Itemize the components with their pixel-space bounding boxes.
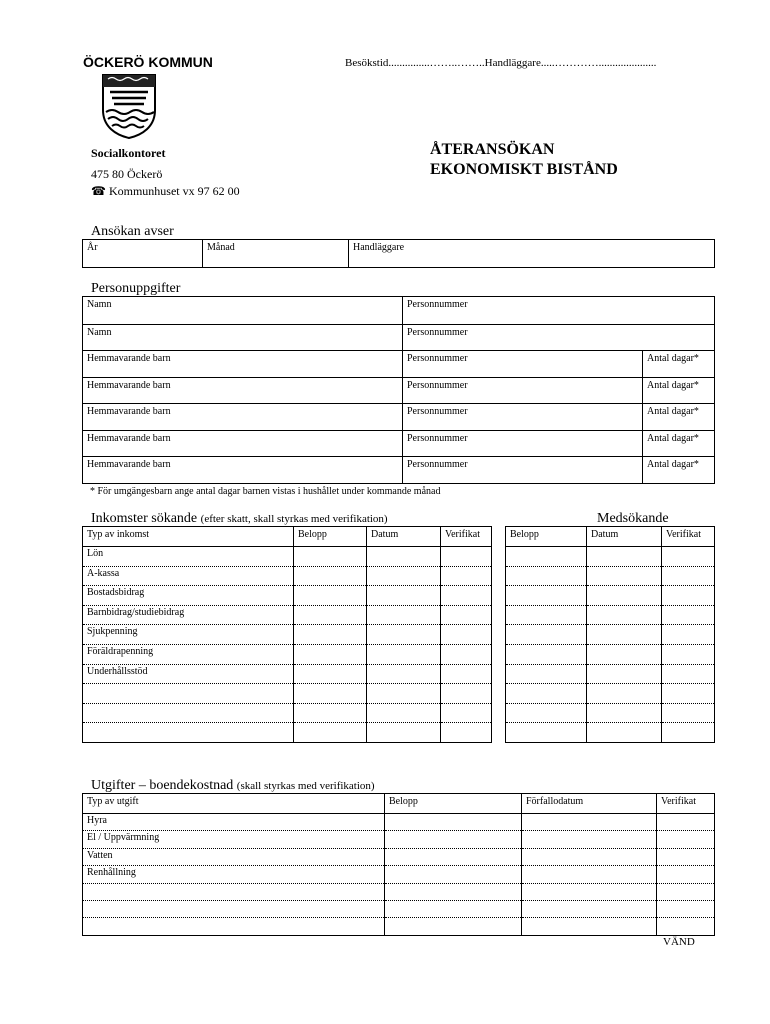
co-income-voucher-field[interactable] xyxy=(662,644,715,664)
child-days-field[interactable]: Antal dagar* xyxy=(643,404,715,431)
income-type-cell: Lön xyxy=(83,547,294,567)
child-days-field[interactable]: Antal dagar* xyxy=(643,351,715,378)
expense-type-cell: Vatten xyxy=(83,848,385,865)
expense-voucher-field[interactable] xyxy=(657,918,715,935)
co-income-header-row xyxy=(506,527,715,547)
income-voucher-field[interactable] xyxy=(441,684,492,704)
co-income-row xyxy=(506,625,715,645)
income-amount-field[interactable] xyxy=(294,605,367,625)
co-income-voucher-field[interactable] xyxy=(662,566,715,586)
expense-type-header: Typ av utgift xyxy=(83,794,385,814)
income-row xyxy=(83,644,492,664)
income-heading xyxy=(91,511,388,527)
expense-row xyxy=(83,900,715,917)
amount-header: Belopp xyxy=(294,527,367,547)
co-income-row xyxy=(506,586,715,606)
expense-due-date-field[interactable] xyxy=(522,814,657,831)
child-pnr-field[interactable]: Personnummer xyxy=(403,351,643,378)
children-footnote: * För umgängesbarn ange antal dagar barnen vistas i hushållet under kommande månad xyxy=(90,486,441,497)
co-income-voucher-field[interactable] xyxy=(662,703,715,723)
income-date-field[interactable] xyxy=(367,723,441,743)
co-income-amount-field[interactable] xyxy=(506,625,587,645)
co-income-voucher-field[interactable] xyxy=(662,586,715,606)
expense-voucher-field[interactable] xyxy=(657,900,715,917)
co-income-row xyxy=(506,703,715,723)
expense-voucher-field[interactable] xyxy=(657,814,715,831)
co-income-row xyxy=(506,723,715,743)
income-date-field[interactable] xyxy=(367,625,441,645)
co-income-date-field[interactable] xyxy=(587,566,662,586)
form-title xyxy=(430,140,618,180)
income-voucher-field[interactable] xyxy=(441,625,492,645)
phone-icon: ☎ xyxy=(91,184,106,198)
co-income-row xyxy=(506,684,715,704)
expense-row xyxy=(83,883,715,900)
co-income-date-field[interactable] xyxy=(587,684,662,704)
co-income-amount-field[interactable] xyxy=(506,664,587,684)
expense-due-date-field[interactable] xyxy=(522,918,657,935)
child-name-field[interactable]: Hemmavarande barn xyxy=(83,431,403,457)
child-name-field[interactable]: Hemmavarande barn xyxy=(83,457,403,484)
coapplicant-income-table xyxy=(505,526,715,743)
personal-heading: Personuppgifter xyxy=(91,281,181,296)
co-income-date-field[interactable] xyxy=(587,703,662,723)
expense-due-date-field[interactable] xyxy=(522,831,657,848)
expense-amount-field[interactable] xyxy=(385,900,522,917)
income-date-field[interactable] xyxy=(367,644,441,664)
income-type-cell: Bostadsbidrag xyxy=(83,586,294,606)
co-income-amount-field[interactable] xyxy=(506,547,587,567)
income-row xyxy=(83,547,492,567)
turn-page-label: VÄND xyxy=(663,936,695,948)
applicant-name-field[interactable]: Namn xyxy=(83,297,403,325)
co-income-date-field[interactable] xyxy=(587,644,662,664)
organization-name: ÖCKERÖ KOMMUN xyxy=(83,54,213,70)
income-row xyxy=(83,723,492,743)
coapplicant-pnr-field[interactable]: Personnummer xyxy=(403,325,715,351)
expense-voucher-field[interactable] xyxy=(657,831,715,848)
income-date-field[interactable] xyxy=(367,703,441,723)
income-voucher-field[interactable] xyxy=(441,644,492,664)
co-income-date-field[interactable] xyxy=(587,723,662,743)
expenses-table xyxy=(82,793,715,936)
expense-amount-field[interactable] xyxy=(385,831,522,848)
co-income-amount-field[interactable] xyxy=(506,605,587,625)
income-type-cell xyxy=(83,723,294,743)
child-pnr-field[interactable]: Personnummer xyxy=(403,457,643,484)
due-date-header: Förfallodatum xyxy=(522,794,657,814)
personal-table xyxy=(82,296,715,484)
co-income-voucher-field[interactable] xyxy=(662,723,715,743)
child-name-field[interactable]: Hemmavarande barn xyxy=(83,404,403,431)
expense-row xyxy=(83,831,715,848)
co-income-row xyxy=(506,547,715,567)
income-amount-field[interactable] xyxy=(294,723,367,743)
co-income-date-field[interactable] xyxy=(587,605,662,625)
income-table xyxy=(82,526,492,743)
income-voucher-field[interactable] xyxy=(441,723,492,743)
expense-type-cell: Renhållning xyxy=(83,866,385,883)
office-name: Socialkontoret xyxy=(91,146,166,160)
income-type-cell xyxy=(83,703,294,723)
expense-due-date-field[interactable] xyxy=(522,848,657,865)
income-header-row xyxy=(83,527,492,547)
child-pnr-field[interactable]: Personnummer xyxy=(403,378,643,404)
expenses-heading-note: (skall styrkas med verifikation) xyxy=(236,780,375,792)
co-income-date-field[interactable] xyxy=(587,664,662,684)
co-income-voucher-field[interactable] xyxy=(662,547,715,567)
expense-voucher-header: Verifikat xyxy=(657,794,715,814)
expense-voucher-field[interactable] xyxy=(657,883,715,900)
application-table xyxy=(82,239,715,268)
co-income-row xyxy=(506,644,715,664)
income-row xyxy=(83,566,492,586)
address: 475 80 Öckerö xyxy=(91,167,163,181)
income-amount-field[interactable] xyxy=(294,664,367,684)
co-income-date-field[interactable] xyxy=(587,547,662,567)
expense-row xyxy=(83,848,715,865)
application-heading: Ansökan avser xyxy=(91,224,174,239)
co-income-amount-field[interactable] xyxy=(506,684,587,704)
co-income-amount-field[interactable] xyxy=(506,586,587,606)
expense-row xyxy=(83,918,715,935)
child-name-field[interactable]: Hemmavarande barn xyxy=(83,378,403,404)
co-income-date-field[interactable] xyxy=(587,625,662,645)
office-block xyxy=(91,145,240,200)
title-line-1: ÅTERANSÖKAN xyxy=(430,141,555,158)
child-pnr-field[interactable]: Personnummer xyxy=(403,404,643,431)
income-row xyxy=(83,664,492,684)
co-date-header: Datum xyxy=(587,527,662,547)
child-days-field[interactable]: Antal dagar* xyxy=(643,378,715,404)
expense-amount-field[interactable] xyxy=(385,814,522,831)
expense-amount-field[interactable] xyxy=(385,918,522,935)
income-amount-field[interactable] xyxy=(294,625,367,645)
co-income-date-field[interactable] xyxy=(587,586,662,606)
income-amount-field[interactable] xyxy=(294,703,367,723)
co-income-row xyxy=(506,566,715,586)
expense-type-cell xyxy=(83,883,385,900)
income-amount-field[interactable] xyxy=(294,566,367,586)
income-type-header: Typ av inkomst xyxy=(83,527,294,547)
income-voucher-field[interactable] xyxy=(441,703,492,723)
income-voucher-field[interactable] xyxy=(441,605,492,625)
expense-type-cell: El / Uppvärmning xyxy=(83,831,385,848)
income-date-field[interactable] xyxy=(367,547,441,567)
income-date-field[interactable] xyxy=(367,586,441,606)
expense-type-cell xyxy=(83,918,385,935)
income-row xyxy=(83,605,492,625)
co-income-row xyxy=(506,605,715,625)
income-amount-field[interactable] xyxy=(294,684,367,704)
income-date-field[interactable] xyxy=(367,664,441,684)
income-date-field[interactable] xyxy=(367,684,441,704)
visit-line: Besökstid...............……..……..Handläggare.....…………..................... xyxy=(345,57,657,69)
co-income-amount-field[interactable] xyxy=(506,703,587,723)
co-income-voucher-field[interactable] xyxy=(662,664,715,684)
income-date-field[interactable] xyxy=(367,566,441,586)
expense-type-cell: Hyra xyxy=(83,814,385,831)
co-income-voucher-field[interactable] xyxy=(662,684,715,704)
expense-row xyxy=(83,866,715,883)
income-voucher-field[interactable] xyxy=(441,586,492,606)
co-income-voucher-field[interactable] xyxy=(662,625,715,645)
coapplicant-name-field[interactable]: Namn xyxy=(83,325,403,351)
income-voucher-field[interactable] xyxy=(441,566,492,586)
expense-voucher-field[interactable] xyxy=(657,866,715,883)
income-type-cell: Underhållsstöd xyxy=(83,664,294,684)
co-income-amount-field[interactable] xyxy=(506,566,587,586)
expense-type-cell xyxy=(83,900,385,917)
coapplicant-heading: Medsökande xyxy=(597,511,669,526)
expense-amount-field[interactable] xyxy=(385,883,522,900)
municipal-crest-icon xyxy=(100,72,158,140)
income-voucher-field[interactable] xyxy=(441,664,492,684)
date-header: Datum xyxy=(367,527,441,547)
income-row xyxy=(83,703,492,723)
co-income-row xyxy=(506,664,715,684)
expense-due-date-field[interactable] xyxy=(522,900,657,917)
income-amount-field[interactable] xyxy=(294,547,367,567)
co-voucher-header: Verifikat xyxy=(662,527,715,547)
handler-field[interactable]: Handläggare xyxy=(349,240,715,268)
income-date-field[interactable] xyxy=(367,605,441,625)
co-income-voucher-field[interactable] xyxy=(662,605,715,625)
title-line-2: EKONOMISKT BISTÅND xyxy=(430,161,618,178)
expense-amount-field[interactable] xyxy=(385,848,522,865)
phone-number: Kommunhuset vx 97 62 00 xyxy=(108,184,240,198)
income-type-cell xyxy=(83,684,294,704)
co-income-amount-field[interactable] xyxy=(506,723,587,743)
income-row xyxy=(83,684,492,704)
co-amount-header: Belopp xyxy=(506,527,587,547)
expense-voucher-field[interactable] xyxy=(657,848,715,865)
income-row xyxy=(83,625,492,645)
expenses-heading-text: Utgifter – boendekostnad xyxy=(91,778,234,793)
expense-amount-field[interactable] xyxy=(385,866,522,883)
income-voucher-field[interactable] xyxy=(441,547,492,567)
income-type-cell: Sjukpenning xyxy=(83,625,294,645)
month-field[interactable]: Månad xyxy=(203,240,349,268)
income-type-cell: A-kassa xyxy=(83,566,294,586)
expense-row xyxy=(83,814,715,831)
income-row xyxy=(83,586,492,606)
expense-due-date-field[interactable] xyxy=(522,883,657,900)
child-pnr-field[interactable]: Personnummer xyxy=(403,431,643,457)
year-field[interactable]: År xyxy=(83,240,203,268)
income-amount-field[interactable] xyxy=(294,644,367,664)
expense-amount-header: Belopp xyxy=(385,794,522,814)
child-days-field[interactable]: Antal dagar* xyxy=(643,457,715,484)
expenses-header-row xyxy=(83,794,715,814)
income-amount-field[interactable] xyxy=(294,586,367,606)
income-heading-note: (efter skatt, skall styrkas med verifikation) xyxy=(200,513,388,525)
income-type-cell: Barnbidrag/studiebidrag xyxy=(83,605,294,625)
child-days-field[interactable]: Antal dagar* xyxy=(643,431,715,457)
co-income-amount-field[interactable] xyxy=(506,644,587,664)
expenses-heading xyxy=(91,778,375,794)
expense-due-date-field[interactable] xyxy=(522,866,657,883)
child-name-field[interactable]: Hemmavarande barn xyxy=(83,351,403,378)
voucher-header: Verifikat xyxy=(441,527,492,547)
income-heading-text: Inkomster sökande xyxy=(91,511,198,526)
applicant-pnr-field[interactable]: Personnummer xyxy=(403,297,715,325)
income-type-cell: Föräldrapenning xyxy=(83,644,294,664)
